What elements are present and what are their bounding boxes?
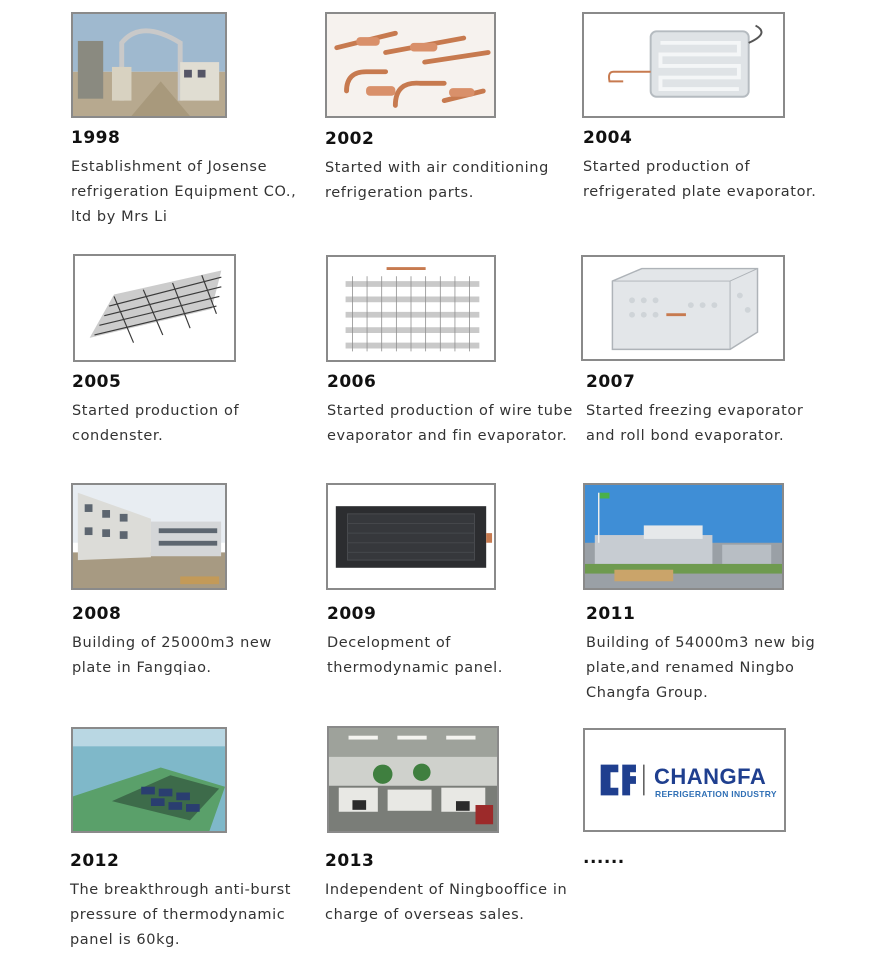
factory-building-photo <box>71 483 227 590</box>
milestone-description: Started production of wire tube evaporator and fin evaporator. <box>327 403 573 444</box>
logo-tagline: REFRIGERATION INDUSTRY <box>655 789 777 799</box>
milestone-description: Establishment of Josense refrigeration Equipment CO., ltd by Mrs Li <box>71 159 297 225</box>
milestone-description: Decelopment of thermodynamic panel. <box>327 635 503 676</box>
milestone-year: 1998 <box>71 128 121 148</box>
milestone-description: Started freezing evaporator and roll bond evaporator. <box>586 403 804 444</box>
milestone-year: 2011 <box>586 604 636 624</box>
milestone-year: 2004 <box>583 128 633 148</box>
thermodynamic-panel-photo <box>326 483 496 590</box>
changfa-logo <box>583 728 786 832</box>
milestone-year: 2012 <box>70 851 120 871</box>
office-photo <box>327 726 499 833</box>
wire-condenser-photo <box>73 254 236 362</box>
milestone-year: 2005 <box>72 372 122 392</box>
milestone-description: Started production of condenster. <box>72 403 240 444</box>
milestone-year: 2007 <box>586 372 636 392</box>
solar-island-photo <box>71 727 227 833</box>
milestone-year: 2013 <box>325 851 375 871</box>
logo-brand: CHANGFA <box>654 764 767 789</box>
milestone-description: Started production of refrigerated plate evaporator. <box>583 159 817 200</box>
milestone-year: 2008 <box>72 604 122 624</box>
milestone-description: Started with air conditioning refrigeration parts. <box>325 160 549 201</box>
milestone-description: The breakthrough anti-burst pressure of thermodynamic panel is 60kg. <box>70 882 292 948</box>
fin-evaporator-photo <box>326 255 496 362</box>
milestone-year: 2009 <box>327 604 377 624</box>
milestone-description: Building of 54000m3 new big plate,and renamed Ningbo Changfa Group. <box>586 635 816 701</box>
changfa-plant-photo <box>583 483 784 590</box>
milestone-description: Building of 25000m3 new plate in Fangqiao. <box>72 635 272 676</box>
milestone-year: 2002 <box>325 129 375 149</box>
milestone-year-ellipsis: ...... <box>583 848 625 868</box>
roll-bond-evaporator-photo <box>581 255 785 361</box>
copper-parts-photo <box>325 12 496 118</box>
milestone-year: 2006 <box>327 372 377 392</box>
factory-gate-photo <box>71 12 227 118</box>
milestone-description: Independent of Ningbooffice in charge of overseas sales. <box>325 882 568 923</box>
plate-evaporator-photo <box>582 12 785 118</box>
